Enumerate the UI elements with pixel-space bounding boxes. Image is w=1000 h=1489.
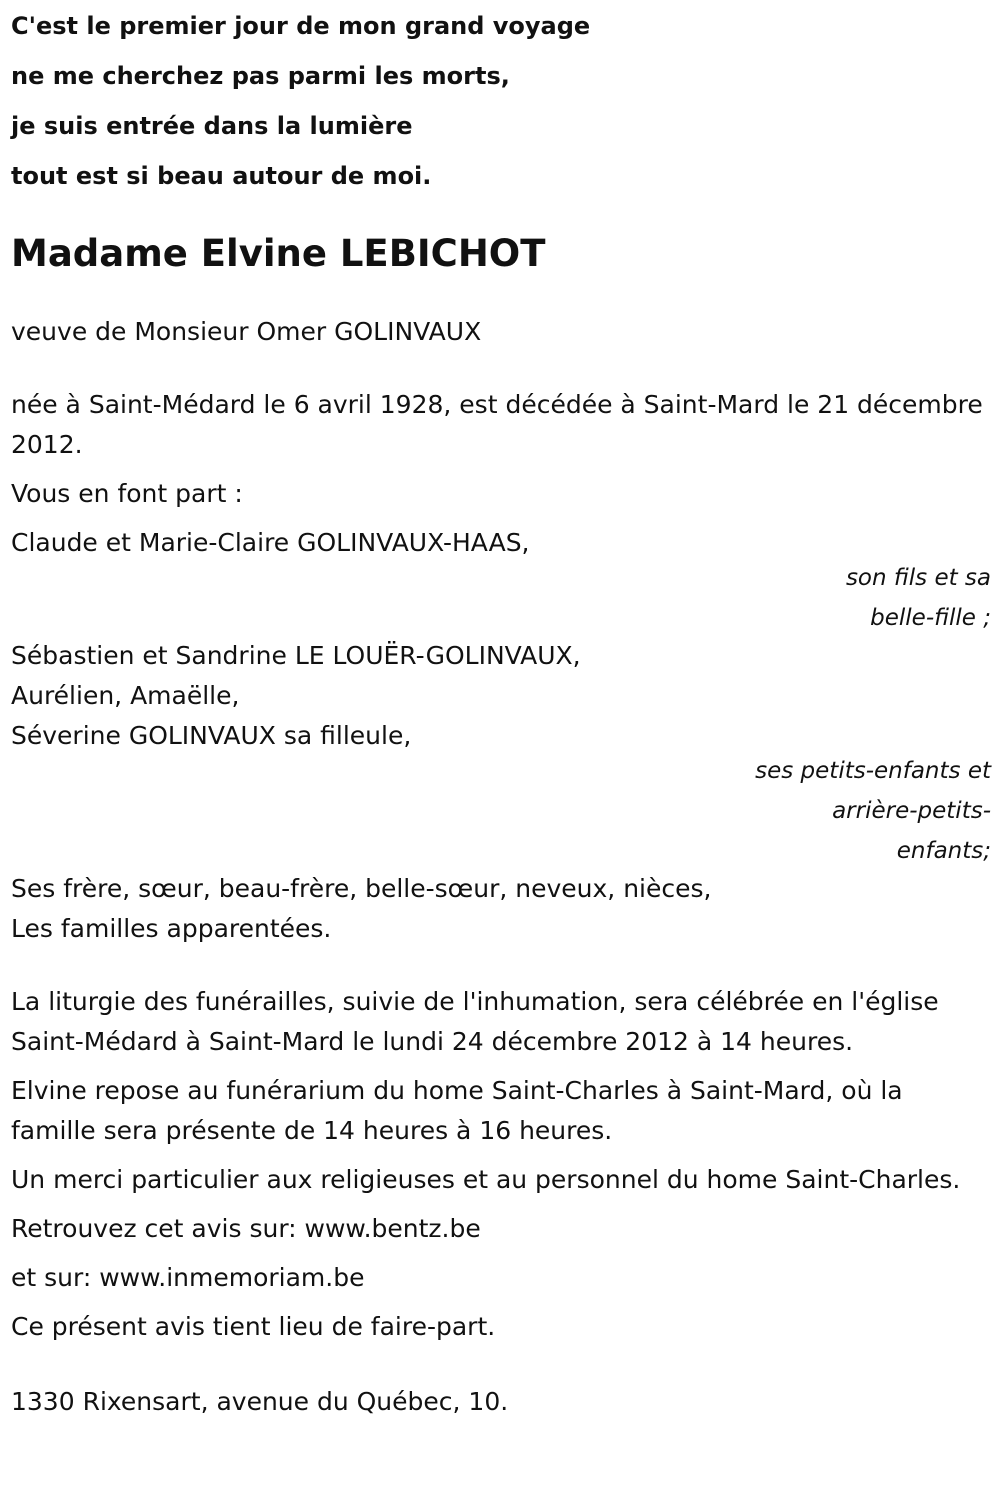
deceased-name: Madame Elvine LEBICHOT	[11, 232, 546, 275]
funeral-info: La liturgie des funérailles, suivie de l'inhumation, sera célébrée en l'église Saint-Médard à Saint-Mard le lundi 24 décembre 2012 à 14 heures.	[11, 987, 939, 1056]
poem	[11, 1, 991, 201]
family-name-line: Claude et Marie-Claire GOLINVAUX-HAAS,	[11, 528, 530, 557]
family-role: ses petits-enfants et arrière-petits-enfants;	[755, 758, 991, 864]
address-text: 1330 Rixensart, avenue du Québec, 10.	[11, 1387, 509, 1416]
announce-text: Vous en font part :	[11, 479, 243, 508]
family-name-line: Sébastien et Sandrine LE LOUËR-GOLINVAUX,	[11, 641, 581, 670]
family-name-line: Les familles apparentées.	[11, 914, 332, 943]
obituary-notice	[11, 0, 991, 1422]
birth-death-text: née à Saint-Médard le 6 avril 1928, est décédée à Saint-Mard le 21 décembre 2012.	[11, 390, 983, 459]
poem-line: ne me cherchez pas parmi les morts,	[11, 62, 510, 90]
family-role: son fils et sa belle-fille ;	[845, 565, 991, 631]
poem-line: tout est si beau autour de moi.	[11, 162, 432, 190]
poem-line: C'est le premier jour de mon grand voyage	[11, 12, 591, 40]
rest-info: Elvine repose au funérarium du home Saint-Charles à Saint-Mard, où la famille sera présente de 14 heures à 16 heures.	[11, 1076, 903, 1145]
family-name-line: Séverine GOLINVAUX sa filleule,	[11, 721, 412, 750]
widow-of-text: veuve de Monsieur Omer GOLINVAUX	[11, 317, 482, 346]
web-reference: et sur: www.inmemoriam.be	[11, 1263, 365, 1292]
notice-text: Ce présent avis tient lieu de faire-part.	[11, 1312, 496, 1341]
family-name-line: Aurélien, Amaëlle,	[11, 681, 240, 710]
web-reference: Retrouvez cet avis sur: www.bentz.be	[11, 1214, 481, 1243]
poem-line: je suis entrée dans la lumière	[11, 112, 413, 140]
family-name-line: Ses frère, sœur, beau-frère, belle-sœur, neveux, nièces,	[11, 874, 712, 903]
thanks-text: Un merci particulier aux religieuses et au personnel du home Saint-Charles.	[11, 1165, 961, 1194]
